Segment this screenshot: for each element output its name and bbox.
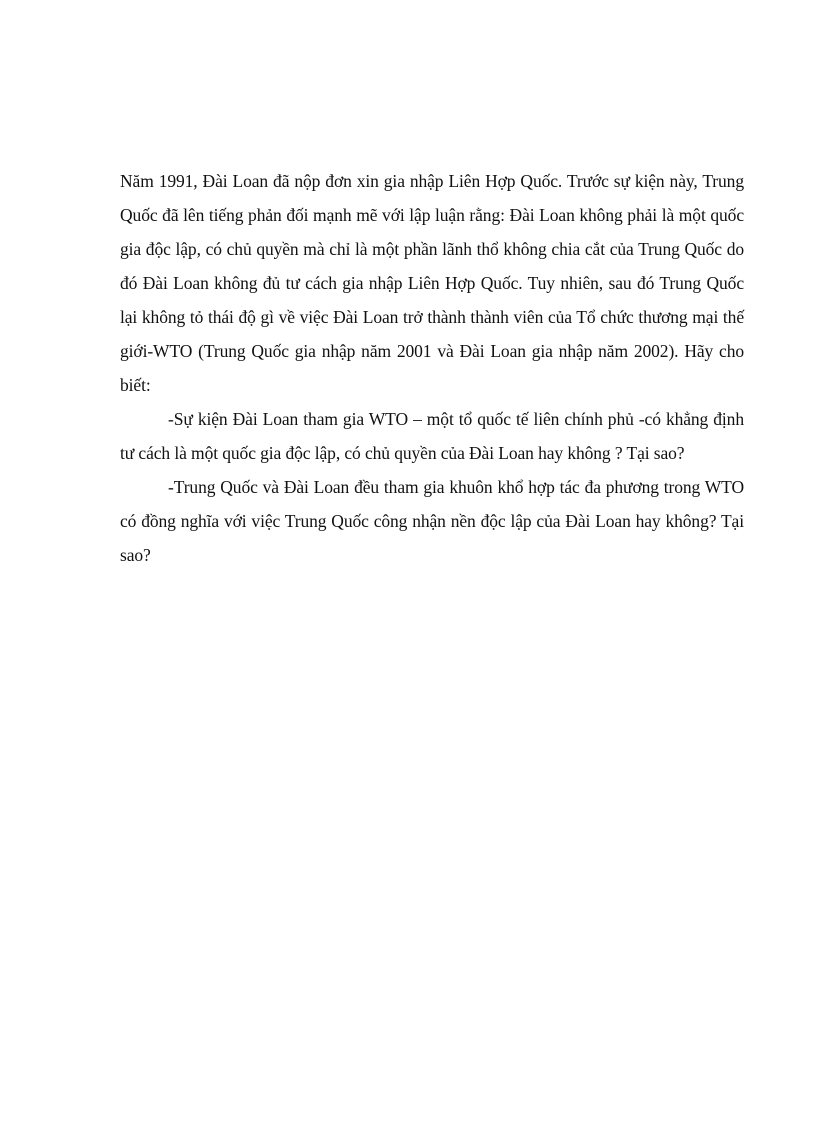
paragraph-intro: Năm 1991, Đài Loan đã nộp đơn xin gia nhập Liên Hợp Quốc. Trước sự kiện này, Trung Quốc đã lên tiếng phản đối mạnh mẽ với lập luận rằng: Đài Loan không phải là một quốc gia độc lập, có chủ quyền mà chỉ là một phần lãnh thổ không chia cắt của Trung Quốc do đó Đài Loan không đủ tư cách gia nhập Liên Hợp Quốc. Tuy nhiên, sau đó Trung Quốc lại không tỏ thái độ gì về việc Đài Loan trở thành thành viên của Tổ chức thương mại thế giới-WTO (Trung Quốc gia nhập năm 2001 và Đài Loan gia nhập năm 2002). Hãy cho biết: xyxy=(120,171,744,395)
document-body xyxy=(120,164,744,572)
paragraph-question-1: -Sự kiện Đài Loan tham gia WTO – một tổ quốc tế liên chính phủ -có khẳng định tư cách là một quốc gia độc lập, có chủ quyền của Đài Loan hay không ? Tại sao? xyxy=(120,409,744,463)
paragraph-question-2: -Trung Quốc và Đài Loan đều tham gia khuôn khổ hợp tác đa phương trong WTO có đồng nghĩa với việc Trung Quốc công nhận nền độc lập của Đài Loan hay không? Tại sao? xyxy=(120,477,744,565)
